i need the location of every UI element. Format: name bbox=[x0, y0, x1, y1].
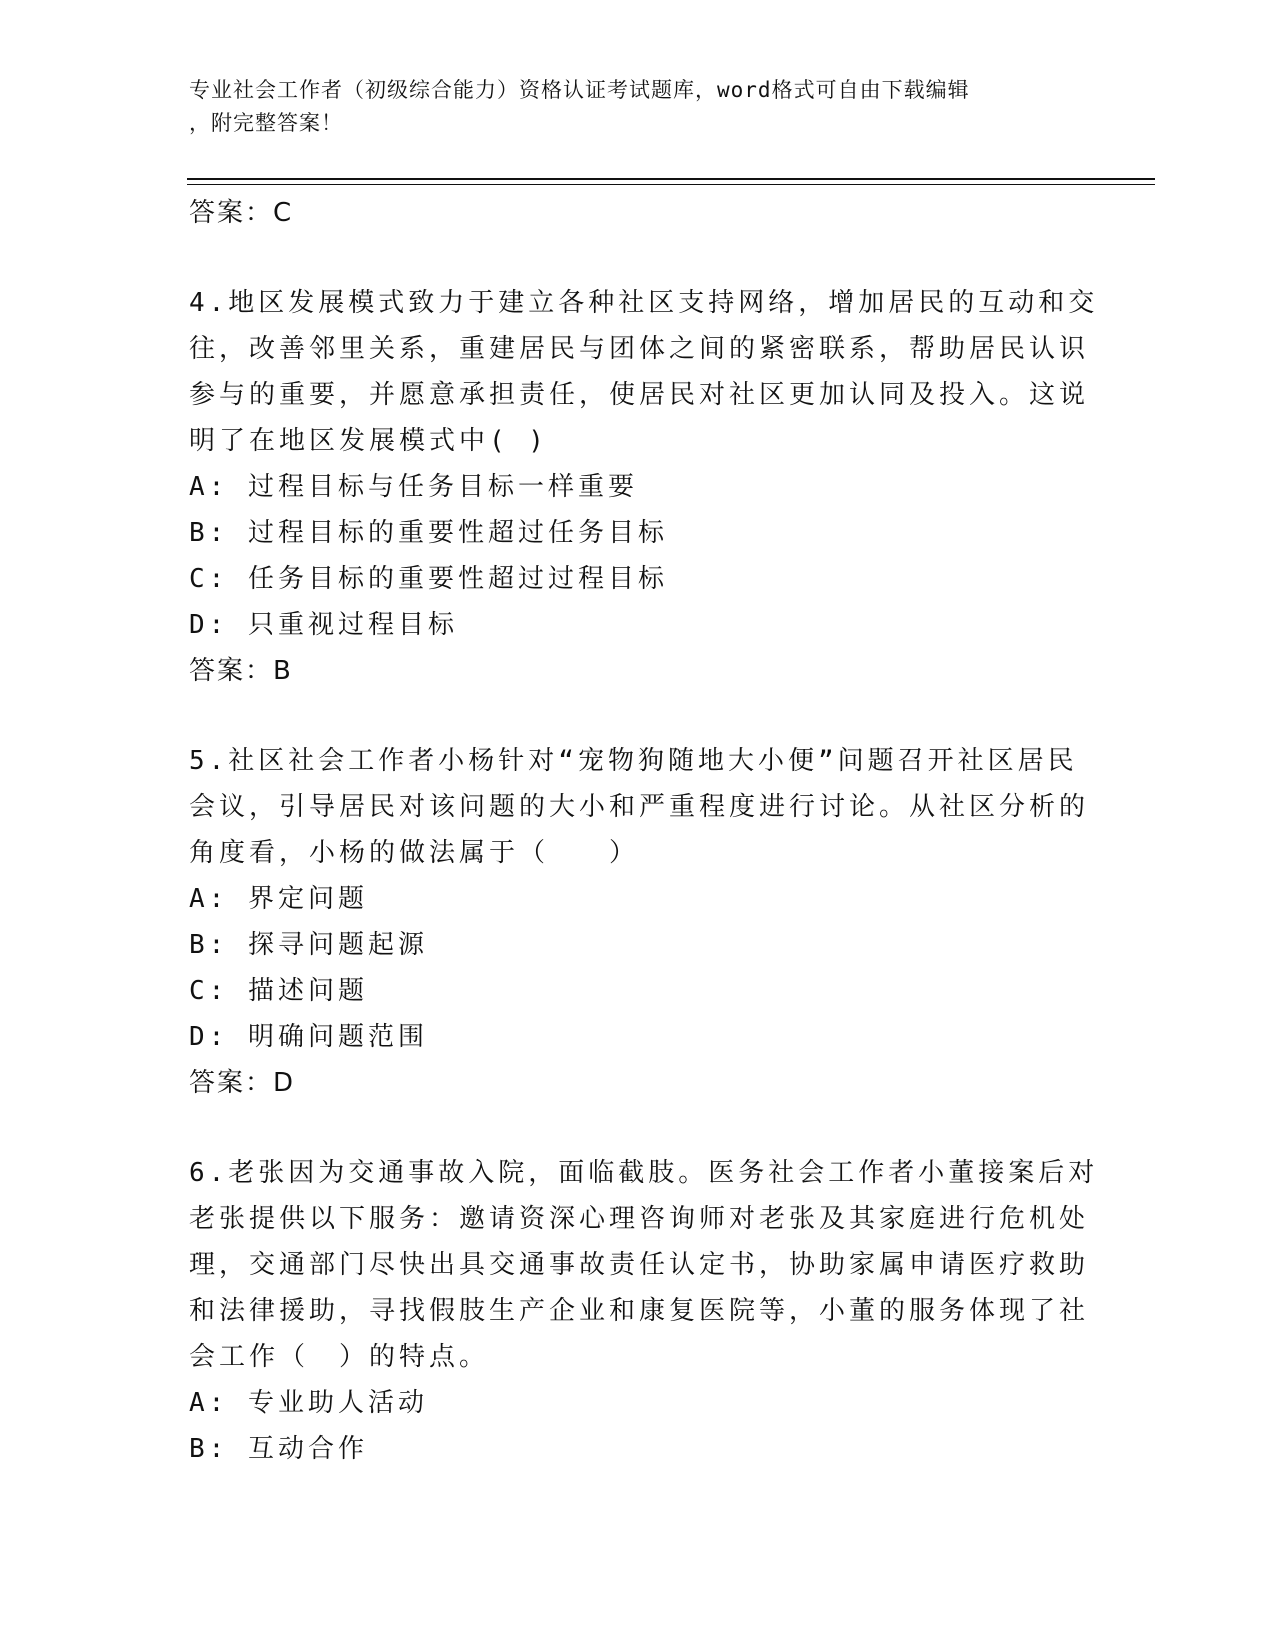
answer-label-q5: 答案：D bbox=[189, 1068, 296, 1098]
question-5-option-d: D: 明确问题范围 bbox=[189, 1022, 428, 1052]
question-4 bbox=[189, 280, 1099, 694]
question-5-option-b: B: 探寻问题起源 bbox=[189, 930, 428, 960]
header-divider-thick bbox=[187, 178, 1155, 180]
answer-label-q4: 答案：B bbox=[189, 656, 293, 686]
spacer bbox=[189, 1106, 1069, 1150]
question-6 bbox=[189, 1150, 1099, 1472]
question-6-line-5: 会工作（ ）的特点。 bbox=[189, 1342, 490, 1372]
question-5-line-2: 会议，引导居民对该问题的大小和严重程度进行讨论。从社区分析的 bbox=[189, 792, 1090, 822]
question-5-line-1: 5.社区社会工作者小杨针对“宠物狗随地大小便”问题召开社区居民 bbox=[189, 746, 1078, 776]
question-5-line-3: 角度看，小杨的做法属于（ ） bbox=[189, 838, 640, 868]
question-4-option-c: C: 任务目标的重要性超过过程目标 bbox=[189, 564, 668, 594]
question-4-line-2: 往，改善邻里关系，重建居民与团体之间的紧密联系，帮助居民认识 bbox=[189, 334, 1090, 364]
header-title-line-2: ，附完整答案！ bbox=[189, 111, 343, 135]
question-6-line-1: 6.老张因为交通事故入院，面临截肢。医务社会工作者小董接案后对 bbox=[189, 1158, 1099, 1188]
spacer bbox=[189, 236, 1069, 280]
question-4-line-4: 明了在地区发展模式中( ) bbox=[189, 426, 548, 456]
question-4-option-b: B: 过程目标的重要性超过任务目标 bbox=[189, 518, 668, 548]
question-5 bbox=[189, 738, 1090, 1106]
header-divider-thin bbox=[187, 184, 1155, 185]
question-5-option-c: C: 描述问题 bbox=[189, 976, 368, 1006]
document-header bbox=[189, 74, 1069, 140]
question-6-line-4: 和法律援助，寻找假肢生产企业和康复医院等，小董的服务体现了社 bbox=[189, 1296, 1090, 1326]
question-4-line-1: 4.地区发展模式致力于建立各种社区支持网络，增加居民的互动和交 bbox=[189, 288, 1099, 318]
question-6-line-2: 老张提供以下服务：邀请资深心理咨询师对老张及其家庭进行危机处 bbox=[189, 1204, 1090, 1234]
question-6-option-a: A: 专业助人活动 bbox=[189, 1388, 428, 1418]
question-content bbox=[189, 190, 1099, 1472]
header-title-line-1: 专业社会工作者（初级综合能力）资格认证考试题库，word格式可自由下载编辑 bbox=[189, 78, 970, 102]
question-4-option-a: A: 过程目标与任务目标一样重要 bbox=[189, 472, 638, 502]
question-5-option-a: A: 界定问题 bbox=[189, 884, 368, 914]
question-4-option-d: D: 只重视过程目标 bbox=[189, 610, 458, 640]
question-4-line-3: 参与的重要，并愿意承担责任，使居民对社区更加认同及投入。这说 bbox=[189, 380, 1090, 410]
question-6-line-3: 理，交通部门尽快出具交通事故责任认定书，协助家属申请医疗救助 bbox=[189, 1250, 1090, 1280]
question-6-option-b: B: 互动合作 bbox=[189, 1434, 368, 1464]
spacer bbox=[189, 694, 1069, 738]
answer-label-q3: 答案：C bbox=[189, 198, 294, 228]
